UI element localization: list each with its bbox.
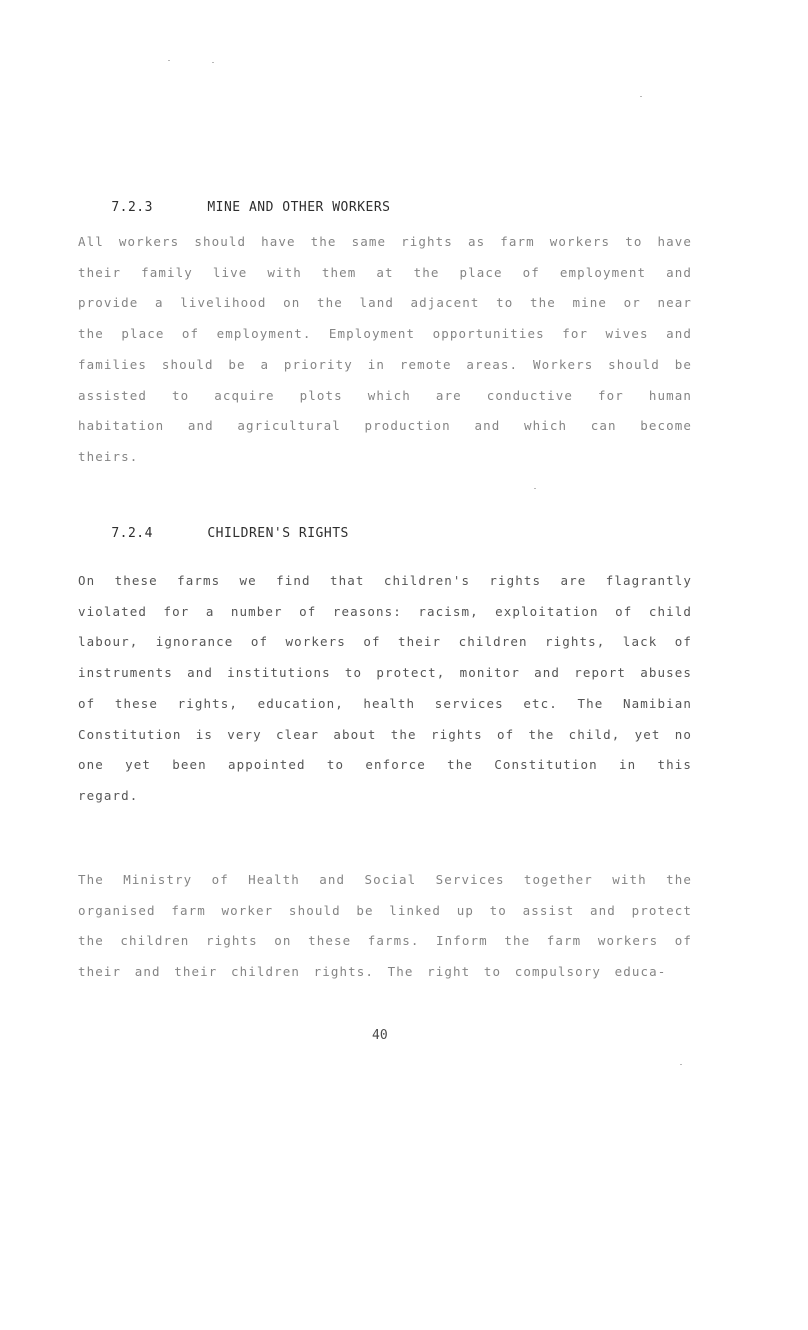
section-heading-7-2-3 (78, 185, 391, 230)
scan-speck (168, 60, 170, 61)
page-number: 40 (372, 1028, 388, 1043)
scan-speck (680, 1064, 682, 1065)
body-paragraph-children-rights-2: The Ministry of Health and Social Services together with the organised farm worker should be linked up to assist and protect the children rights on these farms. Inform the farm workers of their and their children rights. The right to compulsory educa- (78, 872, 692, 980)
body-paragraph-mine-workers: All workers should have the same rights as farm workers to have their family live with them at the place of employment and provide a livelihood on the land adjacent to the mine or near the place of employment. Employment opportunities for wives and families should be a priority in remote areas. Workers should be assisted to acquire plots which are conductive for human habitation and agricultural production and which can become theirs. (78, 234, 692, 464)
body-paragraph-children-rights-1: On these farms we find that children's rights are flagrantly violated for a number of reasons: racism, exploitation of child labour, ignorance of workers of their children rights, lack of instruments and institutions to protect, monitor and report abuses of these rights, education, health services etc. The Namibian Constitution is very clear about the rights of the child, yet no one yet been appointed to enforce the Constitution in this regard. (78, 573, 692, 803)
scan-speck (212, 62, 214, 63)
section-number: 7.2.4 (111, 526, 153, 541)
scan-speck (640, 96, 642, 97)
scan-speck (534, 488, 536, 489)
section-number: 7.2.3 (111, 200, 153, 215)
section-heading-7-2-4 (78, 511, 349, 556)
section-title: MINE AND OTHER WORKERS (207, 200, 391, 215)
section-title: CHILDREN'S RIGHTS (207, 526, 349, 541)
